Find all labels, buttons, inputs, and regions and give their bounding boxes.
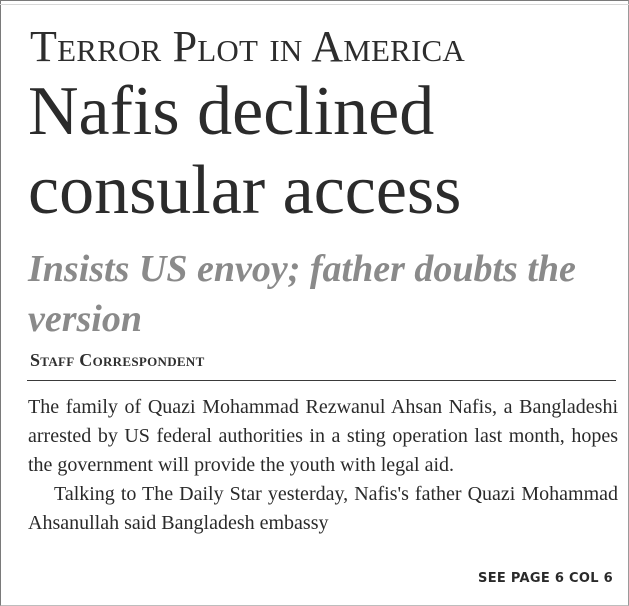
headline-line-2: consular access <box>28 152 462 229</box>
paragraph-2: Talking to The Daily Star yesterday, Nafis's father Quazi Mohammad Ahsanullah said Bangladesh embassy <box>28 483 618 534</box>
section-kicker: Terror Plot in America <box>30 22 465 71</box>
continuation-link[interactable]: SEE PAGE 6 COL 6 <box>478 571 613 586</box>
headline-line-1: Nafis declined <box>28 73 435 150</box>
headline <box>28 72 461 230</box>
article-body <box>28 393 618 538</box>
subheadline: Insists US envoy; father doubts the version <box>28 248 576 340</box>
byline: Staff Correspondent <box>30 350 205 370</box>
byline-rule <box>27 380 616 381</box>
top-divider <box>0 4 629 5</box>
paragraph-1: The family of Quazi Mohammad Rezwanul Ahsan Nafis, a Bangladeshi arrested by US federal authorities in a sting operation last month, hopes the government will provide the youth with legal aid. <box>28 396 618 476</box>
